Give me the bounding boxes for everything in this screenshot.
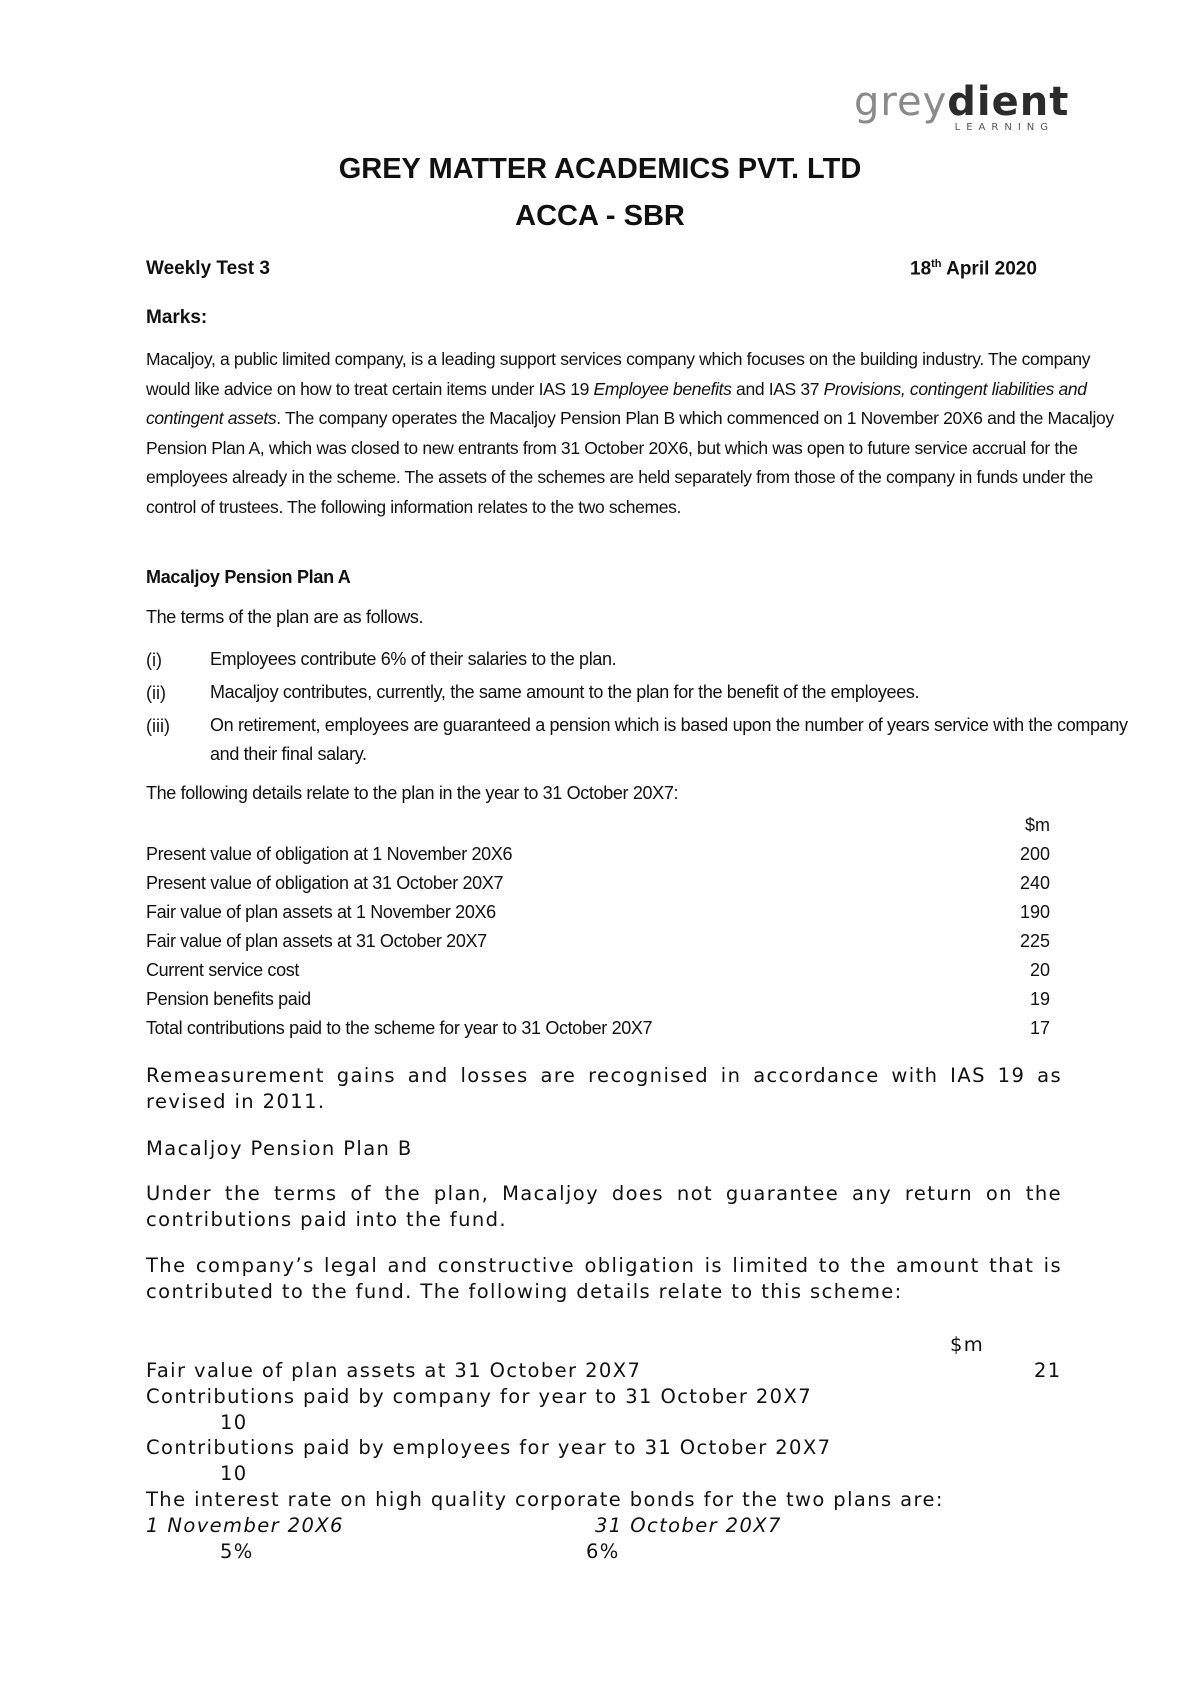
- rate-date-2: 31 October 20X7: [595, 1514, 782, 1537]
- table-row-label: Present value of obligation at 31 October 20X7: [146, 873, 504, 893]
- table-row-value: 240: [1019, 873, 1050, 893]
- marks-label: Marks:: [146, 307, 208, 328]
- term-number: (i): [146, 650, 162, 670]
- table-row-label: Fair value of plan assets at 1 November 20X6: [146, 902, 496, 922]
- intro-paragraph: Macaljoy, a public limited company, is a leading support services company which focuses on the building industry. The company would like advice on how to treat certain items under IAS 19 Employee benefits and IAS 37 Provisions, contingent liabilities and contingent assets. The company operates the Macaljoy Pension Plan B which commenced on 1 November 20X6 and the Macaljoy Pension Plan A, which was closed to new entrants from 31 October 20X6, but which was open to future service accrual for the employees already in the scheme. The assets of the schemes are held separately from those of the company in funds under the control of trustees. The following information relates to the two schemes.: [146, 349, 1114, 517]
- term-text: Macaljoy contributes, currently, the same amount to the plan for the benefit of the employees.: [210, 682, 920, 702]
- table-row-value: 225: [1019, 931, 1050, 951]
- logo-subtext: LEARNING: [954, 122, 1054, 133]
- plan-b-row-value: 10: [220, 1462, 248, 1485]
- term-text: On retirement, employees are guaranteed a pension which is based upon the number of years service with the company and their final salary.: [210, 715, 1128, 764]
- test-date: 18th April 2020: [910, 258, 1037, 280]
- table-row-value: 190: [1019, 902, 1050, 922]
- plan-b-paragraph-1: Under the terms of the plan, Macaljoy does not guarantee any return on the contributions paid into the fund.: [146, 1182, 1062, 1231]
- logo-text-light: grey: [854, 79, 948, 125]
- rates-intro: The interest rate on high quality corporate bonds for the two plans are:: [146, 1488, 944, 1511]
- term-number: (iii): [146, 716, 170, 736]
- plan-b-unit: $m: [950, 1333, 985, 1356]
- table-row-value: 20: [1029, 960, 1050, 980]
- plan-a-details-intro: The following details relate to the plan in the year to 31 October 20X7:: [146, 783, 679, 803]
- plan-b-row-label: Contributions paid by employees for year to 31 October 20X7: [146, 1436, 832, 1459]
- plan-b-paragraph-2: The company’s legal and constructive obligation is limited to the amount that is contributed to the fund. The following details relate to this scheme:: [146, 1254, 1062, 1303]
- plan-a-terms-intro: The terms of the plan are as follows.: [146, 607, 424, 627]
- plan-a-unit: $m: [1024, 815, 1050, 835]
- table-row-label: Current service cost: [146, 960, 300, 980]
- table-row-label: Present value of obligation at 1 November 20X6: [146, 844, 513, 864]
- company-title: GREY MATTER ACADEMICS PVT. LTD: [338, 153, 862, 185]
- term-text: Employees contribute 6% of their salaries to the plan.: [210, 649, 617, 669]
- table-row-label: Fair value of plan assets at 31 October 20X7: [146, 931, 487, 951]
- rate-value-1: 5%: [220, 1540, 254, 1563]
- plan-b-heading: Macaljoy Pension Plan B: [146, 1137, 413, 1160]
- plan-b-row-value: 10: [220, 1411, 248, 1434]
- test-name: Weekly Test 3: [146, 258, 270, 279]
- table-row-label: Total contributions paid to the scheme for year to 31 October 20X7: [146, 1018, 653, 1038]
- course-title: ACCA - SBR: [515, 200, 685, 232]
- plan-b-row-label: Fair value of plan assets at 31 October 20X7: [146, 1359, 642, 1382]
- remeasurement-paragraph: Remeasurement gains and losses are recognised in accordance with IAS 19 as revised in 2011.: [146, 1064, 1062, 1113]
- table-row-value: 19: [1029, 989, 1050, 1009]
- rate-value-2: 6%: [586, 1540, 620, 1563]
- plan-a-heading: Macaljoy Pension Plan A: [146, 567, 351, 587]
- greydient-logo: [854, 79, 1070, 134]
- plan-b-row-label: Contributions paid by company for year to 31 October 20X7: [146, 1385, 813, 1408]
- rate-date-1: 1 November 20X6: [146, 1514, 344, 1537]
- table-row-value: 200: [1019, 844, 1050, 864]
- table-row-value: 17: [1029, 1018, 1050, 1038]
- term-number: (ii): [146, 683, 166, 703]
- logo-text-dark: dient: [947, 79, 1070, 125]
- plan-b-row-value: 21: [1034, 1359, 1062, 1382]
- table-row-label: Pension benefits paid: [146, 989, 311, 1009]
